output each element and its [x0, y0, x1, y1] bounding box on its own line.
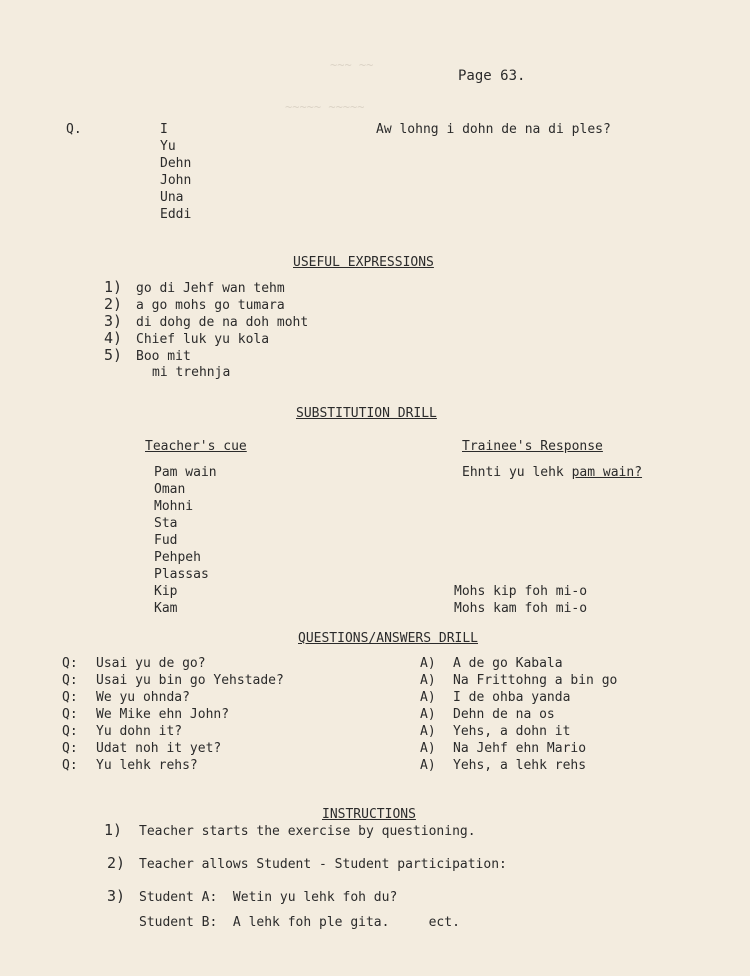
q-marker: Q:	[62, 690, 78, 705]
cue-item: Fud	[154, 533, 178, 548]
expression-text: Chief luk yu kola	[136, 332, 270, 347]
trainees-response-heading: Trainee's Response	[462, 439, 603, 454]
subject-item: John	[160, 173, 192, 188]
q-marker: Q:	[62, 656, 78, 671]
a-marker: A)	[420, 673, 436, 688]
expression-text: a go mohs go tumara	[136, 298, 285, 313]
subject-item: I	[160, 122, 168, 137]
page-number: Page 63.	[458, 68, 526, 84]
instruction-number: 1)	[104, 821, 123, 839]
qa-drill-heading: QUESTIONS/ANSWERS DRILL	[298, 631, 479, 646]
cue-item: Sta	[154, 516, 178, 531]
answer-text: Na Jehf ehn Mario	[453, 741, 587, 756]
response-underlined: pam wain?	[571, 465, 643, 480]
expression-text: Boo mit	[136, 349, 191, 364]
cue-item: Kam	[154, 601, 178, 616]
expression-text: go di Jehf wan tehm	[136, 281, 285, 296]
a-marker: A)	[420, 758, 436, 773]
bleed-through-text: ~~~~~ ~~~~~	[285, 100, 365, 114]
subject-item: Una	[160, 190, 184, 205]
answer-text: Na Frittohng a bin go	[453, 673, 618, 688]
expression-number: 1)	[104, 278, 123, 296]
q-marker: Q:	[62, 724, 78, 739]
question-text: Usai yu de go?	[96, 656, 206, 671]
expression-number: 3)	[104, 312, 123, 330]
instruction-text: Student A: Wetin yu lehk foh du?	[139, 890, 398, 905]
bleed-through-text: ~~~ ~~	[330, 58, 374, 72]
cue-item: Oman	[154, 482, 186, 497]
teachers-cue-heading: Teacher's cue	[145, 439, 247, 454]
question-text: Usai yu bin go Yehstade?	[96, 673, 284, 688]
q-marker: Q:	[62, 673, 78, 688]
instruction-text: Teacher starts the exercise by questioning.	[139, 824, 476, 839]
response-prefix: Ehnti yu lehk	[462, 465, 572, 480]
q-marker: Q:	[62, 758, 78, 773]
answer-text: Dehn de na os	[453, 707, 555, 722]
cue-item: Pehpeh	[154, 550, 201, 565]
question-text: We Mike ehn John?	[96, 707, 230, 722]
expression-number: 5)	[104, 346, 123, 364]
expression-number: 2)	[104, 295, 123, 313]
instruction-text: Student B: A lehk foh ple gita. ect.	[139, 915, 460, 930]
subject-item: Yu	[160, 139, 176, 154]
expression-text: mi trehnja	[152, 365, 231, 380]
q-marker: Q:	[62, 741, 78, 756]
answer-text: Yehs, a dohn it	[453, 724, 571, 739]
question-text: Udat noh it yet?	[96, 741, 222, 756]
trainee-response	[462, 464, 642, 481]
answer-text: Yehs, a lehk rehs	[453, 758, 587, 773]
a-marker: A)	[420, 656, 436, 671]
subject-item: Eddi	[160, 207, 192, 222]
instructions-heading: INSTRUCTIONS	[322, 807, 416, 822]
question-text: Yu lehk rehs?	[96, 758, 198, 773]
question-text: Yu dohn it?	[96, 724, 183, 739]
instruction-number: 3)	[107, 887, 126, 905]
q-label: Q.	[66, 122, 82, 137]
substitution-drill-heading: SUBSTITUTION DRILL	[296, 406, 437, 421]
extra-response: Mohs kip foh mi-o	[454, 584, 588, 599]
a-marker: A)	[420, 707, 436, 722]
useful-expressions-heading: USEFUL EXPRESSIONS	[293, 255, 434, 270]
answer-text: A de go Kabala	[453, 656, 563, 671]
extra-response: Mohs kam foh mi-o	[454, 601, 588, 616]
expression-number: 4)	[104, 329, 123, 347]
a-marker: A)	[420, 741, 436, 756]
subject-item: Dehn	[160, 156, 192, 171]
q-marker: Q:	[62, 707, 78, 722]
cue-item: Plassas	[154, 567, 209, 582]
expression-text: di dohg de na doh moht	[136, 315, 309, 330]
answer-text: I de ohba yanda	[453, 690, 571, 705]
question-text: We yu ohnda?	[96, 690, 190, 705]
instruction-number: 2)	[107, 854, 126, 872]
q-question: Aw lohng i dohn de na di ples?	[376, 122, 611, 137]
cue-item: Pam wain	[154, 465, 217, 480]
cue-item: Mohni	[154, 499, 194, 514]
a-marker: A)	[420, 690, 436, 705]
instruction-text: Teacher allows Student - Student participation:	[139, 857, 507, 872]
a-marker: A)	[420, 724, 436, 739]
cue-item: Kip	[154, 584, 178, 599]
